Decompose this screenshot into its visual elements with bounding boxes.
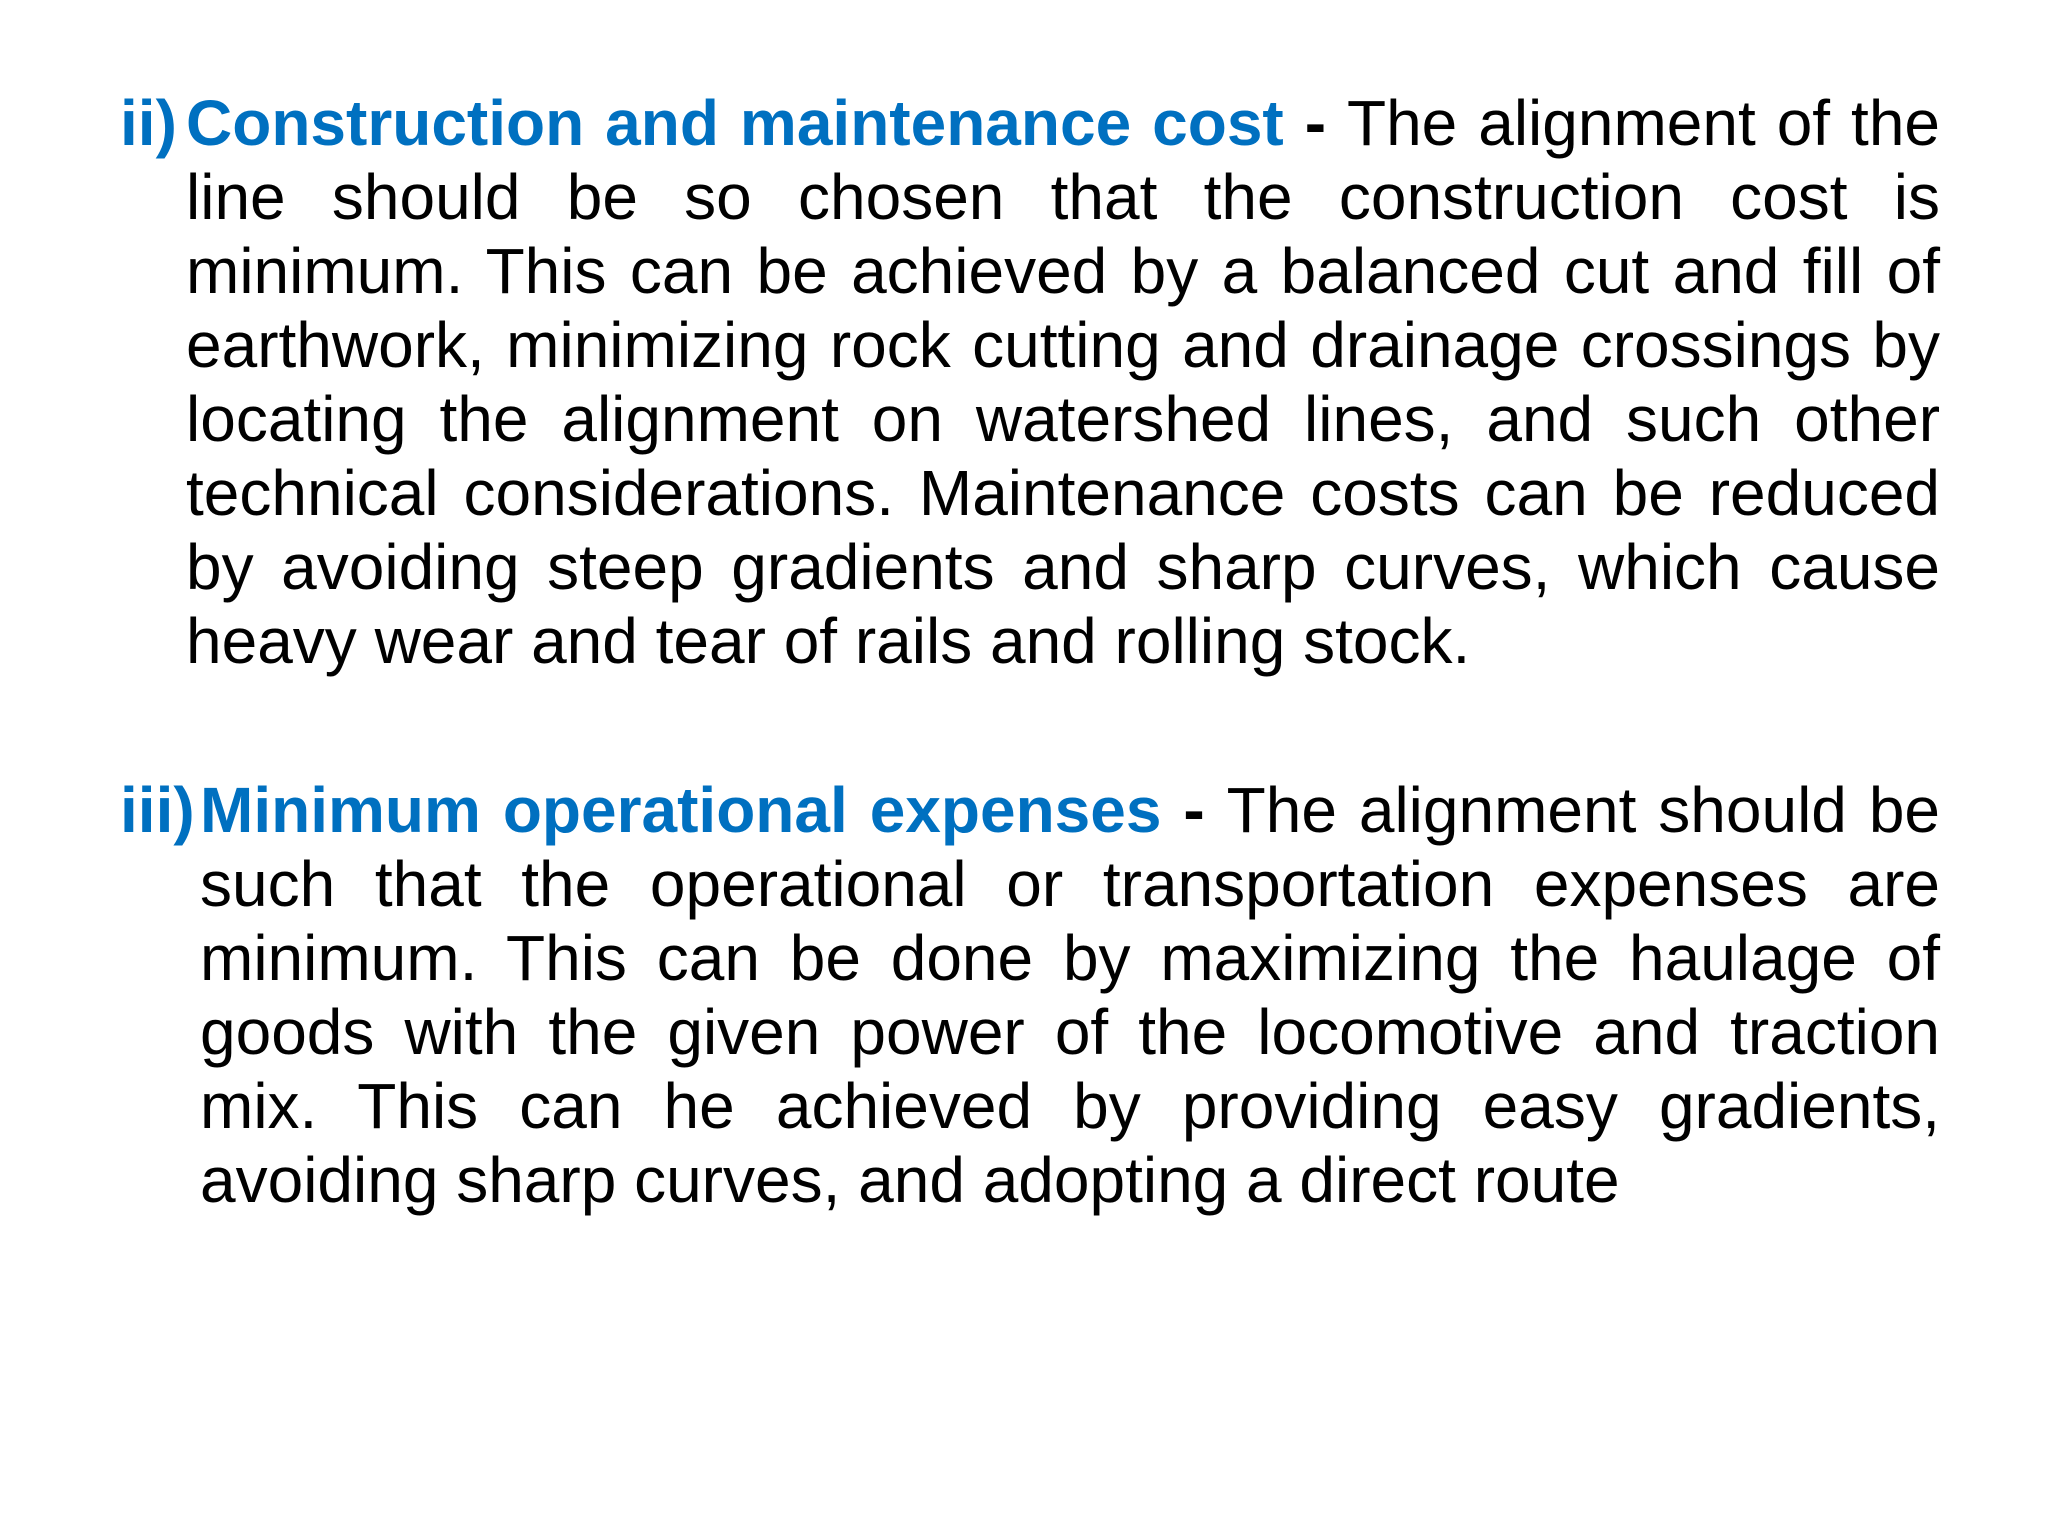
list-item-body [186,86,1940,678]
item-text: The alignment should be such that the operational or transportation expenses are minimum. This can be done by maximizing the haulage of goods with the given power of the locomotive and traction mix. This can he achieved by providing easy gradients, avoiding sharp curves, and adopting a direct route [200,774,1940,1216]
list-item-body [200,773,1940,1217]
item-text: The alignment of the line should be so chosen that the construction cost is minimum. This can be achieved by a balanced cut and fill of earthwork, minimizing rock cutting and drainage crossings by locating the alignment on watershed lines, and such other technical considerations. Maintenance costs can be reduced by avoiding steep gradients and sharp curves, which cause heavy wear and tear of rails and rolling stock. [186,87,1940,677]
item-heading: Minimum operational expenses [200,774,1162,846]
list-marker: iii) [120,774,195,846]
list-item-operational-expenses [120,773,1940,1217]
item-heading: Construction and maintenance cost [186,87,1284,159]
list-marker: ii) [120,87,177,159]
list-item-construction-cost [120,86,1940,678]
item-separator: - [1161,774,1227,846]
item-separator: - [1283,87,1347,159]
